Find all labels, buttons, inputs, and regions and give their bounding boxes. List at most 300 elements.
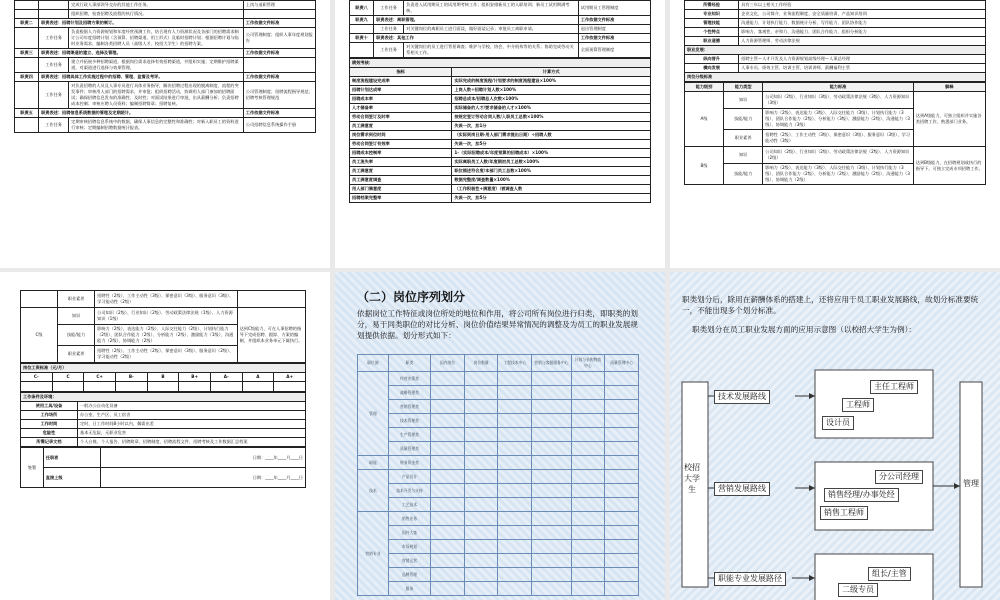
- job-family-cell: [605, 568, 639, 582]
- job-family-cell: [431, 456, 465, 470]
- job-family-cell: [464, 582, 498, 596]
- job-family-cell: [571, 442, 605, 456]
- job-family-cell: [431, 470, 465, 484]
- job-family-header: 国内岗位: [431, 355, 465, 372]
- job-family-cell: [498, 456, 532, 470]
- task-content: 对关键岗位的离职员工进行面谈，做好面谈记录；审批员工离职申请。: [404, 25, 579, 34]
- doc-page-job-sequence: [335, 272, 665, 600]
- qualification-table-wrap: [684, 0, 986, 185]
- duty-label: 职责九: [350, 16, 374, 25]
- qualification-value: 影响力、客观性、亲和力、沟通能力、团队合作能力、组织分析能力: [739, 28, 986, 37]
- job-family-cell: [605, 386, 639, 400]
- explanation-spacer: [237, 291, 305, 308]
- job-class-name: 技术开发与支持: [388, 484, 430, 498]
- sign-label: 签署: [21, 448, 44, 488]
- job-class-name: 战略管理类: [388, 386, 430, 400]
- task-label: 工作任务: [39, 58, 69, 73]
- kpi-name: 员工满意度调查: [350, 176, 452, 185]
- qualification-value: 沟通能力、计划执行能力、数据统计分析、写作能力、团队协作能力: [739, 19, 986, 28]
- job-family-cell: [532, 456, 571, 470]
- job-family-cell: [532, 414, 571, 428]
- grade-table-wrap: [20, 290, 306, 488]
- duty-label: 职责十: [350, 34, 374, 43]
- job-family-cell: [532, 470, 571, 484]
- kpi-formula: 上岗人数÷招聘计划人数×100%: [452, 86, 651, 95]
- duty-row: [15, 73, 316, 82]
- job-family-row: [358, 470, 639, 484]
- duty-row: [350, 34, 651, 43]
- job-family-header: 职位族: [358, 355, 389, 372]
- sales-path-label: 营销发展路线: [714, 482, 770, 496]
- job-family-row: [358, 456, 639, 470]
- arrow-head: [809, 575, 815, 581]
- job-family-cell: [532, 582, 571, 596]
- job-family-cell: [571, 386, 605, 400]
- job-family-cell: [571, 512, 605, 526]
- job-family-header: 营销与客服服务中心: [532, 355, 571, 372]
- assessment-row: [350, 131, 651, 140]
- qualification-value: 具有三年以上相关工作经验: [739, 1, 986, 10]
- qualification-key: 职业道德: [685, 37, 739, 46]
- grade-label: C级: [21, 308, 58, 363]
- reference-doc: [243, 58, 315, 73]
- job-class-name: 经营决策类: [388, 372, 430, 386]
- ability-standard: 招聘性（2级）、工作主动性（3级）、保密意识（3级）、服务意识（3级）、学习能动性（3级）: [763, 130, 914, 147]
- salary-grade: C-: [21, 373, 53, 382]
- job-family-cell: [498, 554, 532, 568]
- intro-paragraph-2: 职类划分在员工职业发展方面的应用示意图（以校招大学生为例）：: [692, 325, 917, 334]
- task-label: 工作任务: [39, 118, 69, 133]
- ability-header: 能力级别: [685, 83, 724, 92]
- task-content: 完成行政人事部领导交办的其他工作任务。: [69, 1, 244, 10]
- duty-label: 职责八: [350, 1, 374, 16]
- ability-title: 岗位分级标准: [685, 73, 986, 82]
- ability-standard: 招聘性（2级）、工作主动性（2级）、保密意识（3级）、服务意识（2级）、学习能动性（2级）: [95, 346, 238, 363]
- job-family-cell: [464, 470, 498, 484]
- job-family-cell: [532, 498, 571, 512]
- environment-key: 工作时间: [21, 420, 78, 429]
- environment-value: 基本无危险，无职业危害: [78, 429, 306, 438]
- duty-row: [15, 82, 316, 109]
- job-family-cell: [532, 512, 571, 526]
- salary-grade: B+: [179, 373, 211, 382]
- c-grade-row: [21, 308, 306, 325]
- kpi-name: 招聘计划达成率: [350, 86, 452, 95]
- c-grade-row: [21, 291, 306, 308]
- job-family-cell: [498, 442, 532, 456]
- kpi-formula: （工作积极性+满意度）/被调查人数: [452, 185, 651, 194]
- sales-step: 分公司经理: [875, 470, 923, 484]
- sign-date: 日期：____年____月____日: [100, 448, 305, 468]
- kpi-formula: 实际储备的人才/要求储备的人才×100%: [452, 104, 651, 113]
- job-family-cell: [571, 470, 605, 484]
- kpi-formula: 失误一次，扣5分: [452, 140, 651, 149]
- duty-row: [350, 16, 651, 25]
- ability-explanation: 达到B级能力，在招聘规划或执行的指导下，可独立完成专项招聘工作。: [913, 147, 985, 185]
- job-family-cell: [498, 568, 532, 582]
- salary-grade: B: [147, 373, 179, 382]
- job-family-cell: [498, 526, 532, 540]
- duty-row: [15, 118, 316, 133]
- job-family-cell: [464, 456, 498, 470]
- ability-header: 能力标准: [763, 83, 914, 92]
- duty-summary: 职责表述：招聘渠道的建立、选择及管理。: [39, 49, 244, 58]
- job-family-cell: [605, 428, 639, 442]
- environment-key: 危险性: [21, 429, 78, 438]
- salary-table: [20, 363, 306, 392]
- doc-page-job-qualifications: [670, 0, 1000, 268]
- reference-doc: 工作依据文件标准: [243, 49, 315, 58]
- signer-label: 直接上级: [43, 468, 100, 488]
- job-family-cell: [464, 372, 498, 386]
- ability-standard: 招聘性（2级）、工作主动性（3级）、保密意识（3级）、服务意识（3级）、学习能动性（2级）: [95, 291, 238, 308]
- end-label: 管理: [963, 479, 979, 488]
- job-family-cell: [605, 554, 639, 568]
- job-family-cell: [605, 484, 639, 498]
- duty-summary: 职责表述：离职管理。: [374, 16, 579, 25]
- reference-doc: 工作依据文件标准: [243, 19, 315, 28]
- duty-summary: 职责表述：招聘计划及招聘方案的制订。: [39, 19, 244, 28]
- assessment-row: [350, 95, 651, 104]
- reference-doc: 公司管理制度；招聘流程指导规范；招聘考核管理规范: [243, 82, 315, 109]
- job-family-row: [358, 386, 639, 400]
- ability-type: 知识: [724, 92, 763, 109]
- job-family-cell: [431, 498, 465, 512]
- job-family-cell: [464, 526, 498, 540]
- duty-summary: 职责表述：招聘具体工作实施过程中的招聘、管理、监督及考评。: [39, 73, 244, 82]
- job-family-cell: [605, 414, 639, 428]
- ability-row: [685, 147, 986, 164]
- job-family-cell: [532, 484, 571, 498]
- job-family-cell: [431, 540, 465, 554]
- ability-type: 职业素养: [58, 291, 95, 308]
- ability-standard: 影响力（2级）、表达能力（2级）、人际交往能力（2级）、计划执行能力（2级）、团队合作能力（2级）、分析能力（2级）、激励能力（1级）、沟通能力（2级）、协调能力（2级）: [95, 325, 238, 346]
- assessment-header: 计算方式: [452, 68, 651, 77]
- sales-step: 销售工程师: [820, 506, 868, 520]
- environment-value: 一般办公自动化设备: [78, 402, 306, 411]
- kpi-formula: 实际离职员工人数/年度期初员工总数×100%: [452, 158, 651, 167]
- duty-label: 职责五: [15, 109, 39, 118]
- kpi-name: 员工满意度: [350, 122, 452, 131]
- reference-doc: 工作依据文件标准: [243, 109, 315, 118]
- tech-step: 主任工程师: [870, 380, 918, 394]
- duty-row: [15, 109, 316, 118]
- job-family-cell: [498, 372, 532, 386]
- job-family-cell: [464, 512, 498, 526]
- kpi-name: 劳动合同签订及时率: [350, 113, 452, 122]
- ability-type: 技能/能力: [724, 164, 763, 185]
- ability-standard: 影响力（2级）、表达能力（3级）、人际交往能力（3级）、计划执行能力（3级）、团队合作能力（2级）、分析能力（2级）、激励能力（2级）、沟通能力（3级）、协调能力（2级）: [763, 164, 914, 185]
- assessment-row: [350, 104, 651, 113]
- assessment-table: [349, 58, 651, 203]
- job-family-cell: [431, 526, 465, 540]
- assessment-row: [350, 149, 651, 158]
- job-family-cell: [532, 442, 571, 456]
- grade-label: A级: [685, 92, 724, 147]
- section-heading: （二）岗位序列划分: [357, 290, 466, 304]
- job-family-cell: [571, 498, 605, 512]
- job-class-name: 市场规划: [388, 540, 430, 554]
- job-class-name: 销售业务: [388, 512, 430, 526]
- assessment-row: [350, 158, 651, 167]
- job-family-cell: [431, 428, 465, 442]
- job-family-cell: [498, 470, 532, 484]
- job-family-cell: [464, 428, 498, 442]
- qualification-key: 专业知识: [685, 10, 739, 19]
- job-class-name: 工艺技术: [388, 498, 430, 512]
- career-value: 人事专员、绩效主管、培训主管、培训讲师、薪酬福利主管: [739, 64, 986, 73]
- task-content: 负责根据人力资源规划和年度经营预测工作，结合现有人力资源状况及各部门的招聘需求制订公司年度招聘计划（含预算、招聘渠道、用工形式）及临时招聘计划；根据招聘计划与临时业务需求，编制各类招聘人员（高级人才、校招大学生）的招聘方案。: [69, 28, 244, 49]
- job-family-row: [358, 568, 639, 582]
- reference-doc: 全面预算管理制度: [578, 43, 650, 58]
- job-family-cell: [464, 400, 498, 414]
- qualification-value: 人力资源管理师、劳动法律法规: [739, 37, 986, 46]
- salary-value: [84, 382, 116, 392]
- func-step: 二级专员: [838, 583, 878, 597]
- duty-table-wrap: [14, 0, 316, 133]
- environment-row: [21, 429, 306, 438]
- job-family-name: 营销专业: [358, 512, 389, 596]
- assessment-row: [350, 122, 651, 131]
- job-family-header: 计划与采购物流中心: [571, 355, 605, 372]
- kpi-name: 招聘成本控制率: [350, 149, 452, 158]
- environment-value: 个人台账、个人报告、招聘简章、招聘制度、招聘流程文件、招聘考核及工作数据汇总档案: [78, 438, 306, 447]
- job-family-cell: [605, 498, 639, 512]
- job-class-name: 品牌管理: [388, 568, 430, 582]
- assessment-row: [350, 77, 651, 86]
- qualification-row: [685, 1, 986, 10]
- task-label: 工作任务: [374, 25, 404, 34]
- job-family-header: 工程技术中心: [498, 355, 532, 372]
- job-family-name: 管理: [358, 372, 389, 456]
- task-label: [39, 1, 69, 10]
- start-label: 校招大学生: [684, 463, 700, 494]
- task-label: 工作任务: [374, 43, 404, 58]
- qualification-row: [685, 10, 986, 19]
- duty-label: [15, 118, 39, 133]
- job-family-cell: [431, 414, 465, 428]
- duty-label: [15, 1, 39, 10]
- tech-step: 设计员: [822, 416, 854, 430]
- ability-explanation: 达到A级能力，可独立组织并实施各类招聘工作，熟悉部门业务。: [913, 92, 985, 147]
- salary-grade: C+: [84, 373, 116, 382]
- salary-value: [179, 382, 211, 392]
- duty-summary: 职责表述：其他工作: [374, 34, 579, 43]
- duty-row: [15, 58, 316, 73]
- job-family-cell: [571, 400, 605, 414]
- kpi-name: 用人部门满意度: [350, 185, 452, 194]
- duty-row: [350, 43, 651, 58]
- job-family-cell: [431, 400, 465, 414]
- salary-grade: A: [242, 373, 274, 382]
- duty-row: [15, 19, 316, 28]
- job-family-cell: [498, 428, 532, 442]
- duty-label: [15, 82, 39, 109]
- reference-doc: 退出管理制度: [578, 25, 650, 34]
- job-family-row: [358, 540, 639, 554]
- job-family-cell: [464, 540, 498, 554]
- ability-type: 技能/能力: [58, 325, 95, 346]
- task-content: 组织招聘，检查招聘及流程的执行情况。: [69, 10, 244, 19]
- duty-label: 职责四: [15, 73, 39, 82]
- reference-doc: [243, 10, 315, 19]
- job-family-cell: [605, 400, 639, 414]
- job-family-cell: [498, 414, 532, 428]
- tech-step: 工程师: [842, 398, 874, 412]
- kpi-name: 人才储备率: [350, 104, 452, 113]
- task-label: 工作任务: [39, 28, 69, 49]
- doc-page-recruiting-duties-2: [335, 0, 665, 268]
- duty-row: [15, 10, 316, 19]
- ability-type: 技能/能力: [724, 109, 763, 130]
- job-family-cell: [571, 540, 605, 554]
- salary-value: [21, 382, 53, 392]
- career-title: 职业发展：: [685, 46, 986, 55]
- job-class-name: 生产管理类: [388, 428, 430, 442]
- job-family-cell: [464, 484, 498, 498]
- duty-summary: 职责表述：招聘信息系统数据的管理及定期统计。: [39, 109, 244, 118]
- salary-value: [242, 382, 274, 392]
- duty-label: [15, 28, 39, 49]
- job-family-cell: [464, 414, 498, 428]
- career-path-diagram: [670, 272, 1000, 600]
- job-family-cell: [532, 386, 571, 400]
- job-family-row: [358, 526, 639, 540]
- task-content: 建立并拓展多种招聘渠道，根据岗位需求选择有效招聘渠道，并组织实施；定期维护招聘渠道，对渠道进行选择与效果管理。: [69, 58, 244, 73]
- tech-path-label: 技术发展路线: [714, 390, 770, 404]
- kpi-name: 招聘档案完整率: [350, 194, 452, 203]
- environment-row: [21, 438, 306, 447]
- qualification-table: [684, 0, 986, 82]
- job-family-cell: [532, 526, 571, 540]
- salary-grade: A-: [210, 373, 242, 382]
- environment-key: 工作场所: [21, 411, 78, 420]
- duty-label: [350, 25, 374, 34]
- job-family-row: [358, 414, 639, 428]
- kpi-name: 招聘成本率: [350, 95, 452, 104]
- assessment-header: 指标: [350, 68, 452, 77]
- career-row: [685, 55, 986, 64]
- job-family-cell: [532, 554, 571, 568]
- kpi-formula: 数据完整度/调查数量×100%: [452, 176, 651, 185]
- duty-label: 职责二: [15, 19, 39, 28]
- job-family-row: [358, 400, 639, 414]
- arrow-head: [809, 393, 815, 399]
- kpi-formula: 按规定签订劳动合同人数/入职员工总数×100%: [452, 113, 651, 122]
- job-family-row: [358, 498, 639, 512]
- job-family-cell: [532, 540, 571, 554]
- job-family-cell: [571, 582, 605, 596]
- ability-type: 知识: [724, 147, 763, 164]
- job-family-cell: [605, 540, 639, 554]
- kpi-formula: 职位描述符合度/本部门员工总数×100%: [452, 167, 651, 176]
- ability-type: 知识: [58, 308, 95, 325]
- job-family-cell: [431, 568, 465, 582]
- assessment-row: [350, 176, 651, 185]
- career-key: 纵向晋升: [685, 55, 739, 64]
- job-family-cell: [605, 512, 639, 526]
- job-class-name: 技术管理类: [388, 414, 430, 428]
- qualification-row: [685, 19, 986, 28]
- job-family-cell: [431, 512, 465, 526]
- kpi-formula: 失误一次，扣5分: [452, 194, 651, 203]
- job-family-cell: [532, 568, 571, 582]
- assessment-row: [350, 167, 651, 176]
- reference-doc: 公司招聘信息系统操作手册: [243, 118, 315, 133]
- assessment-row: [350, 194, 651, 203]
- job-class-name: 营销管理类: [388, 400, 430, 414]
- job-family-cell: [571, 372, 605, 386]
- assessment-row: [350, 140, 651, 149]
- assessment-row: [350, 113, 651, 122]
- job-family-cell: [532, 428, 571, 442]
- ability-standard: 公司知识（2级）、行业知识（2级）、劳动政策法律法规（2级）、人力资源知识（2级）: [763, 147, 914, 164]
- job-family-header: 职类: [388, 355, 430, 372]
- kpi-name: 员工满意度: [350, 167, 452, 176]
- job-family-row: [358, 428, 639, 442]
- salary-value: [147, 382, 179, 392]
- job-family-cell: [571, 568, 605, 582]
- duty-table: [14, 0, 316, 133]
- kpi-name: 制度流程建设完成率: [350, 77, 452, 86]
- qualification-row: [685, 28, 986, 37]
- ability-table: [684, 82, 986, 185]
- grade-spacer: [21, 291, 58, 308]
- duty-table: [349, 0, 651, 58]
- salary-grade: B-: [115, 373, 147, 382]
- job-family-cell: [431, 442, 465, 456]
- job-family-cell: [464, 568, 498, 582]
- ability-row: [685, 92, 986, 109]
- job-family-cell: [605, 442, 639, 456]
- environment-value: 办公室、生产区、员工宿舍: [78, 411, 306, 420]
- duty-row: [15, 1, 316, 10]
- job-family-cell: [605, 456, 639, 470]
- career-row: [685, 64, 986, 73]
- kpi-formula: 失误一次，扣1分: [452, 122, 651, 131]
- job-class-name: 国外大客: [388, 526, 430, 540]
- career-value: 招聘主管—人才开发及人力资源规划高级经理—人事总经理: [739, 55, 986, 64]
- doc-page-career-paths: [670, 272, 1000, 600]
- task-content: 对负责招聘的人员及人事专员进行具体业务指导，解决招聘过程出现的脱离制度、流程的突发事件；审核用人部门的招聘需求，并审批；组织招聘活动，协调用人部门参加的招聘面试；确保招聘信息发布的准确性、及时性；对面试结果进行审批，出具薪酬分析；负责招聘成本控制；审核应聘人员资料；编制招聘简章；招聘复核。: [69, 82, 244, 109]
- environment-row: [21, 411, 306, 420]
- assessment-title: 绩效考核：: [350, 59, 651, 68]
- job-family-name: 职能: [358, 456, 389, 470]
- salary-value: [274, 382, 306, 392]
- ability-header: 解释: [913, 83, 985, 92]
- doc-page-grade-salary-conditions: [0, 272, 330, 600]
- kpi-name: 员工流失率: [350, 158, 452, 167]
- intro-paragraph: 职类划分后，除用在薪酬体系的搭建上，还将应用于员工职业发展路线，故划分标准要统一，不能出现多个划分标准。: [682, 295, 979, 315]
- signer-label: 任职者: [43, 448, 100, 468]
- task-content: 负责进入试用期员工的试用期考核工作；组织安排新员工的入职培训；新员工试用期满考核。: [404, 1, 579, 16]
- salary-value: [52, 382, 84, 392]
- duty-label: [15, 10, 39, 19]
- salary-value: [210, 382, 242, 392]
- duty-label: 职责三: [15, 49, 39, 58]
- job-family-cell: [498, 484, 532, 498]
- doc-page-recruiting-duties-1: [0, 0, 330, 268]
- job-family-cell: [571, 526, 605, 540]
- environment-key: 所需记录文档: [21, 438, 78, 447]
- job-family-row: [358, 372, 639, 386]
- job-family-cell: [431, 484, 465, 498]
- kpi-formula: （实际到岗日期-用人部门需求提出日期）÷招聘人数: [452, 131, 651, 140]
- arrow-head: [809, 485, 815, 491]
- job-class-name: 质量管理类: [388, 442, 430, 456]
- job-family-table: [357, 354, 639, 596]
- job-family-row: [358, 484, 639, 498]
